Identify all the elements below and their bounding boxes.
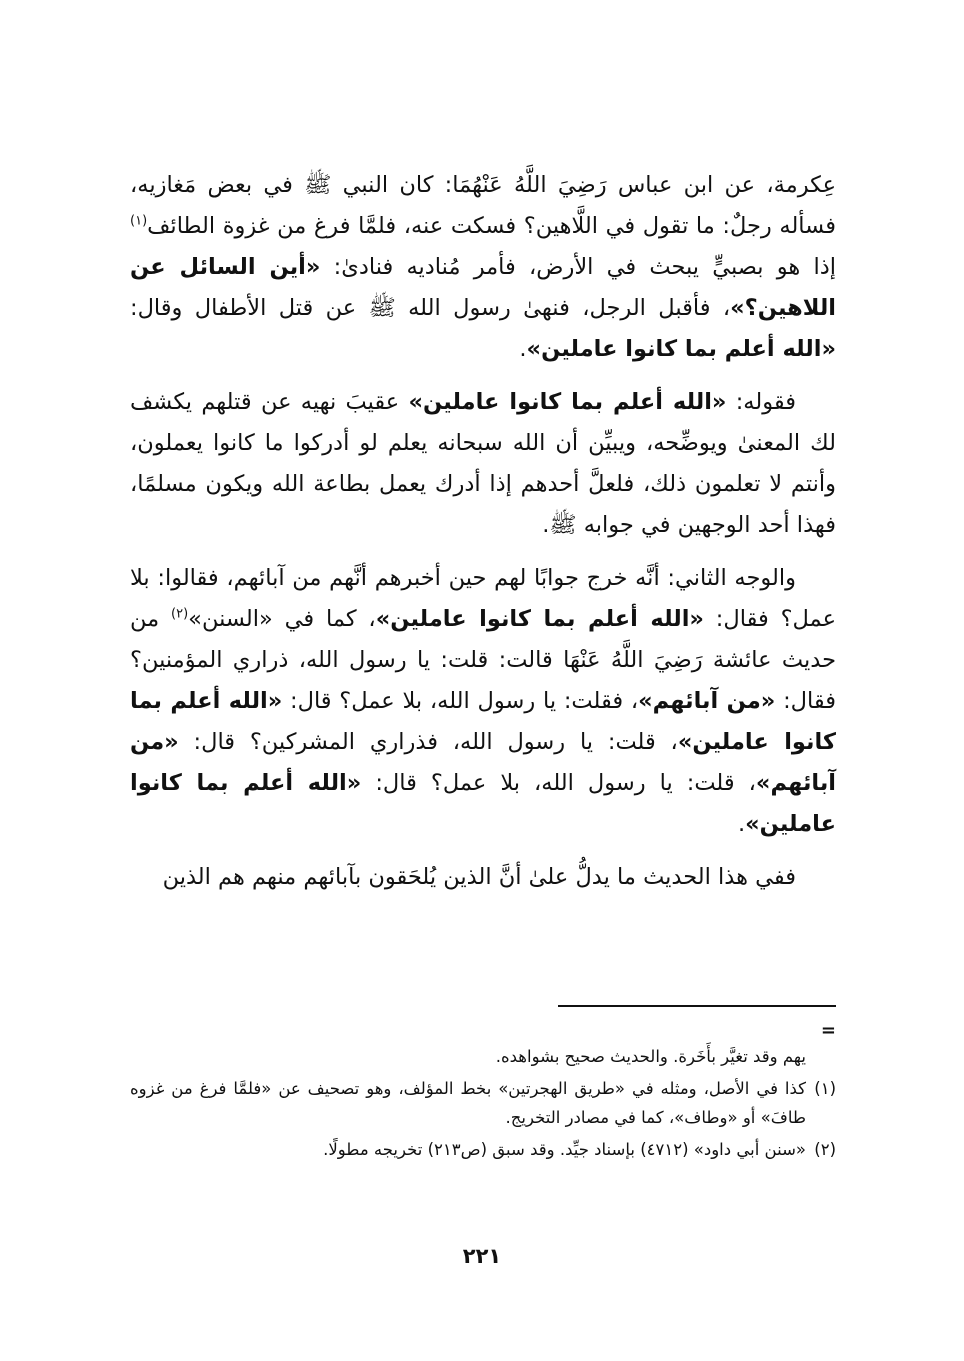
quoted-hadith-text: «أين السائل عن اللاهين؟» xyxy=(130,254,836,321)
paragraph-3 xyxy=(130,558,836,845)
text-run: ، كما في «السنن» xyxy=(188,606,376,632)
footnote-continuation-mark: = xyxy=(820,1020,836,1041)
text-run: ، قلت: يا رسول الله، فذراري المشركين؟ قال: xyxy=(178,729,678,755)
text-run: والوجه الثاني: أنَّه خرج جوابًا لهم حين أخبرهم أنَّهم من آبائهم، فقالوا: بلا عمل؟ فقال: xyxy=(130,565,836,632)
footnote-1 xyxy=(130,1074,836,1132)
quoted-hadith-text: «من آبائهم» xyxy=(130,729,837,796)
text-run: من حديث عائشة رَضِيَ اللَّهُ عَنْهَا قالت: قلت: يا رسول الله، ذراري المؤمنين؟ فقال: xyxy=(130,606,836,714)
paragraph-2 xyxy=(130,382,836,546)
footnote-text: كذا في الأصل، ومثله في «طريق الهجرتين» بخط المؤلف، وهو تصحيف عن «فلمَّا فرغ من غزوه طافَ» أو «وطاف»، كما في مصادر التخريج. xyxy=(130,1079,806,1127)
footnote-continuation-text: يهم وقد تغيَّر بأَخَرة. والحديث صحيح بشواهده. xyxy=(495,1047,806,1066)
text-run: ، فقلت: يا رسول الله، بلا عمل؟ قال: xyxy=(282,688,639,714)
text-run: عقيبَ نهيه عن قتلهم يكشف لك المعنىٰ ويوضِّحه، ويبيِّن أن الله سبحانه يعلم لو أدركوا ما كانوا يعملون، وأنتم لا تعلمون ذلك، فلعلَّ أحدهم إذا أدرك يعمل بطاعة الله ويكون مسلمًا، فهذا أحد الوجهين في جوابه ﷺ. xyxy=(130,389,836,538)
text-run: ، قلت: يا رسول الله، بلا عمل؟ قال: xyxy=(361,770,756,796)
quoted-hadith-text: «الله أعلم بما كانوا عاملين» xyxy=(130,770,836,837)
text-run: فقوله: xyxy=(726,389,796,415)
main-text xyxy=(130,165,836,910)
quoted-hadith-text: «الله أعلم بما كانوا عاملين» xyxy=(526,336,836,362)
quoted-hadith-text: «الله أعلم بما كانوا عاملين» xyxy=(408,389,727,415)
page-number: ٢٢١ xyxy=(462,1244,502,1268)
footnotes xyxy=(130,1020,836,1164)
paragraph-4 xyxy=(130,857,836,898)
quoted-hadith-text: «الله أعلم بما كانوا عاملين» xyxy=(130,688,836,755)
text-run: . xyxy=(737,811,746,837)
footnote-separator xyxy=(558,1005,836,1007)
text-run: إذا هو بصبيٍّ يبحث في الأرض، فأمر مُناديه فنادىٰ: xyxy=(320,254,837,280)
text-run: ففي هذا الحديث ما يدلُّ علىٰ أنَّ الذين يُلحَقون بآبائهم منهم هم الذين xyxy=(162,864,796,890)
quoted-hadith-text: «من آبائهم» xyxy=(638,688,776,714)
quoted-hadith-text: «الله أعلم بما كانوا عاملين» xyxy=(375,606,704,632)
text-run: عِكرمة، عن ابن عباس رَضِيَ اللَّهُ عَنْهُمَا: كان النبي ﷺ في بعض مَغازيه، فسأله رجلٌ: ما تقول في اللَّاهين؟ فسكت عنه، فلمَّا فرغ من غزوة الطائف xyxy=(130,172,836,239)
footnote-ref: (٢) xyxy=(171,606,189,622)
footnote-ref: (١) xyxy=(130,213,148,229)
text-run: ، فأقبل الرجل، فنهىٰ رسول الله ﷺ عن قتل الأطفال وقال: xyxy=(130,295,731,321)
footnote-text: «سنن أبي داود» (٤٧١٢) بإسناد جيِّد. وقد سبق (ص٢١٣) تخريجه مطولًا. xyxy=(323,1140,806,1159)
footnote-number: (٢) xyxy=(814,1140,836,1159)
footnote-number: (١) xyxy=(814,1079,836,1098)
footnote-2 xyxy=(130,1135,836,1164)
paragraph-1 xyxy=(130,165,836,370)
text-run: . xyxy=(519,336,527,362)
